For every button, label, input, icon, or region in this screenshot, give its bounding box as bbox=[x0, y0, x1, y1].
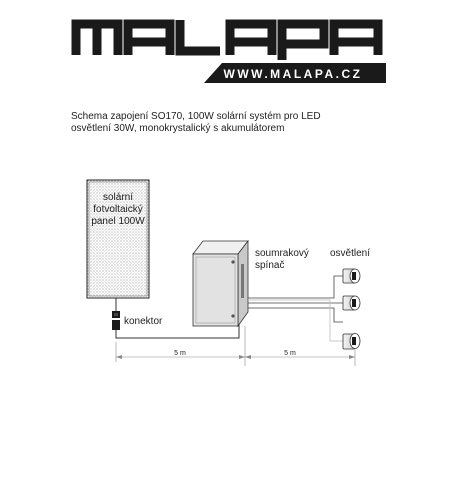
panel-label-3: panel 100W bbox=[91, 216, 145, 227]
malapa-logo bbox=[76, 20, 386, 83]
controller-box bbox=[193, 241, 248, 326]
logo-url: WWW.MALAPA.CZ bbox=[223, 67, 363, 81]
controller-label-2: spínač bbox=[255, 260, 285, 271]
caption-line-2: osvětlení 30W, monokrystalický s akumulátorem bbox=[71, 123, 285, 134]
dimension-left bbox=[116, 326, 245, 366]
lights-label: osvětlení bbox=[330, 248, 371, 259]
dimension-right bbox=[245, 350, 355, 366]
controller-label-1: soumrakový bbox=[255, 248, 309, 259]
light-cables bbox=[248, 276, 343, 341]
panel-label-1: solární bbox=[102, 192, 134, 203]
panel-label-2: fotvoltaický bbox=[93, 204, 143, 215]
solar-panel bbox=[87, 180, 149, 298]
connector-label: konektor bbox=[124, 316, 163, 327]
dimension-right-label: 5 m bbox=[284, 350, 296, 357]
light-fixture-2 bbox=[343, 296, 360, 310]
light-fixture-1 bbox=[343, 269, 360, 283]
connector bbox=[112, 311, 163, 330]
caption-line-1: Schema zapojení SO170, 100W solární systém pro LED bbox=[71, 111, 321, 122]
dimension-left-label: 5 m bbox=[174, 350, 186, 357]
light-fixture-3 bbox=[343, 334, 360, 350]
